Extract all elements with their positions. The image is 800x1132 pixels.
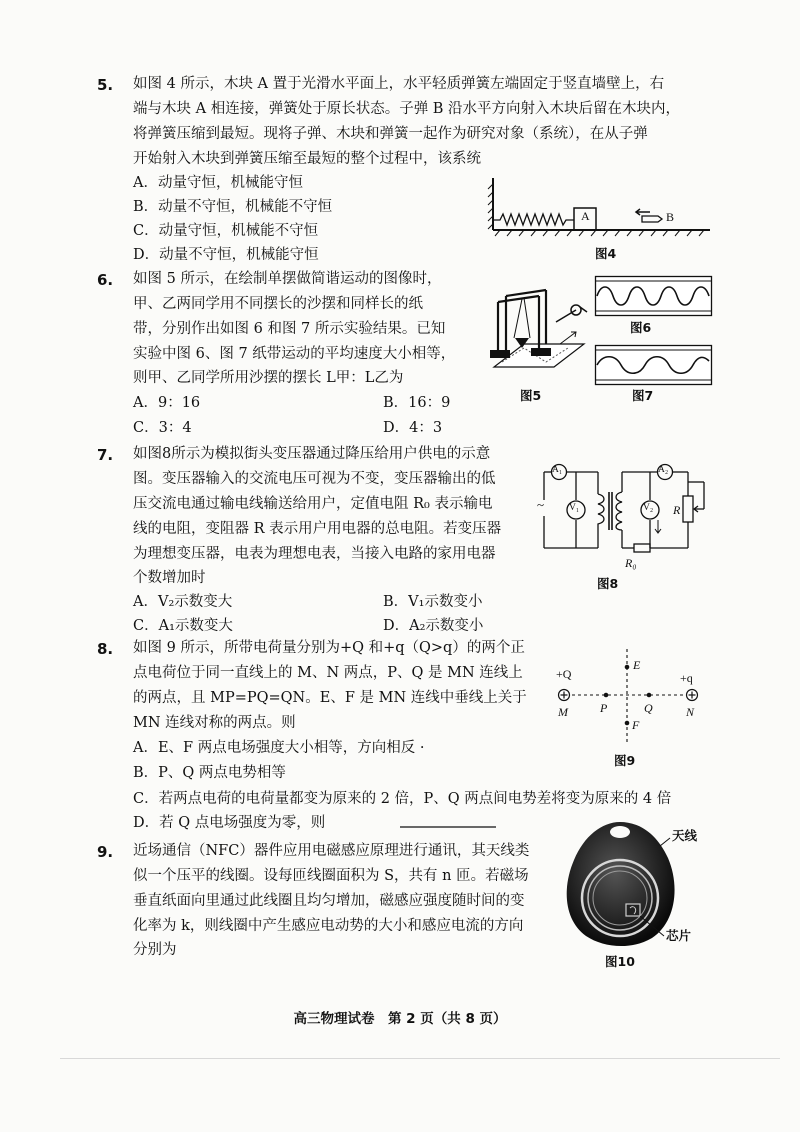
q9-number: 9. xyxy=(97,843,114,861)
point-F-label: F xyxy=(632,718,640,732)
q7-option-a: A．V₂示数变大 xyxy=(133,594,233,610)
figure-6-caption: 图6 xyxy=(630,320,652,335)
q8-text-line: MN 连线对称的两点。则 xyxy=(133,715,296,731)
page-footer: 高三物理试卷 第 2 页（共 8 页） xyxy=(293,1011,507,1027)
ammeter-a1-label: A₁ xyxy=(552,465,563,475)
voltmeter-v1-label: V₁ xyxy=(569,503,580,513)
charge-plus-Q-label: +Q xyxy=(556,667,572,681)
figure-6-tape-trace xyxy=(595,276,712,316)
q5-option-c: C．动量守恒，机械能不守恒 xyxy=(133,223,319,239)
q8-text-line: 如图 9 所示，所带电荷量分别为+Q 和+q（Q>q）的两个正 xyxy=(133,640,525,656)
q6-number: 6. xyxy=(97,271,114,289)
q5-number: 5. xyxy=(97,76,114,94)
q7-text-line: 个数增加时 xyxy=(133,570,206,586)
figure-9-point-charges xyxy=(552,643,702,748)
q8-option-c: C．若两点电荷的电荷量都变为原来的 2 倍，P、Q 两点间电势差将变为原来的 4 倍 xyxy=(133,791,672,807)
q6-option-a: A．9：16 xyxy=(133,395,201,411)
figure-7-caption: 图7 xyxy=(632,388,654,403)
q9-text-line: 分别为 xyxy=(133,942,177,958)
q6-option-d: D．4：3 xyxy=(383,420,443,436)
q5-option-a: A．动量守恒，机械能守恒 xyxy=(133,175,303,191)
q8-number: 8. xyxy=(97,640,114,658)
figure-7-tape-trace xyxy=(595,345,712,385)
q6-text-line: 如图 5 所示，在绘制单摆做简谐运动的图像时， xyxy=(133,271,442,287)
q6-option-c: C．3：4 xyxy=(133,420,192,436)
q7-option-d: D．A₂示数变小 xyxy=(383,618,484,634)
q5-text-line: 端与木块 A 相连接，弹簧处于原长状态。子弹 B 沿水平方向射入木块后留在木块内， xyxy=(133,101,681,117)
bottom-divider xyxy=(60,1058,780,1059)
point-P-label: P xyxy=(600,701,608,715)
antenna-label: 天线 xyxy=(672,828,698,843)
q5-option-b: B．动量不守恒，机械能不守恒 xyxy=(133,199,333,215)
figure-4-caption: 图4 xyxy=(595,246,617,261)
figure-8-caption: 图8 xyxy=(597,576,619,591)
q9-text-line: 似一个压平的线圈。设每匝线圈面积为 S，共有 n 匝。若磁场 xyxy=(133,868,529,884)
q5-text-line: 开始射入木块到弹簧压缩至最短的整个过程中，该系统 xyxy=(133,151,481,167)
chip-label: 芯片 xyxy=(666,928,692,943)
resistor-r0-label: R₀ xyxy=(625,556,637,570)
point-M-label: M xyxy=(558,705,568,719)
q8-option-b: B．P、Q 两点电势相等 xyxy=(133,765,286,781)
q7-option-b: B．V₁示数变小 xyxy=(383,594,483,610)
point-E-label: E xyxy=(633,658,641,672)
blank-answer-line xyxy=(400,825,500,829)
rheostat-r-label: R xyxy=(673,503,681,517)
figure-4-spring-block xyxy=(488,176,713,238)
q9-text-line: 近场通信（NFC）器件应用电磁感应原理进行通讯，其天线类 xyxy=(133,843,530,859)
ac-source-symbol: ~ xyxy=(537,497,545,512)
q8-option-d: D．若 Q 点电场强度为零，则 xyxy=(133,815,326,831)
q7-number: 7. xyxy=(97,446,114,464)
figure-9-caption: 图9 xyxy=(614,753,636,768)
q8-text-line: 的两点，且 MP=PQ=QN。E、F 是 MN 连线中垂线上关于 xyxy=(133,690,527,706)
charge-plus-q-label: +q xyxy=(680,671,693,685)
q9-text-line: 化率为 k，则线圈中产生感应电动势的大小和感应电流的方向 xyxy=(133,918,524,934)
q7-text-line: 压交流电通过输电线输送给用户，定值电阻 R₀ 表示输电 xyxy=(133,496,493,512)
block-a-label: A xyxy=(581,209,590,223)
q6-text-line: 实验中图 6、图 7 纸带运动的平均速度大小相等， xyxy=(133,346,456,362)
figure-5-sand-pendulum xyxy=(484,282,589,382)
q5-text-line: 将弹簧压缩到最短。现将子弹、木块和弹簧一起作为研究对象（系统），在从子弹 xyxy=(133,126,648,142)
figure-8-transformer-circuit xyxy=(538,458,716,560)
point-Q-label: Q xyxy=(644,701,653,715)
figure-10-nfc-tag xyxy=(560,818,680,948)
q6-text-line: 带，分别作出如图 6 和图 7 所示实验结果。已知 xyxy=(133,321,446,337)
figure-10-caption: 图10 xyxy=(605,954,635,969)
bullet-b-label: B xyxy=(666,210,675,224)
q7-text-line: 如图8所示为模拟街头变压器通过降压给用户供电的示意 xyxy=(133,446,491,462)
ammeter-a2-label: A₂ xyxy=(658,465,669,475)
q7-text-line: 线的电阻，变阻器 R 表示用户用电器的总电阻。若变压器 xyxy=(133,521,502,537)
q5-text-line: 如图 4 所示，木块 A 置于光滑水平面上，水平轻质弹簧左端固定于竖直墙壁上，右 xyxy=(133,76,665,92)
voltmeter-v2-label: V₂ xyxy=(643,503,654,513)
q7-option-c: C．A₁示数变大 xyxy=(133,618,233,634)
q9-text-line: 垂直纸面向里通过此线圈且均匀增加，磁感应强度随时间的变 xyxy=(133,893,525,909)
q7-text-line: 图。变压器输入的交流电压可视为不变，变压器输出的低 xyxy=(133,471,496,487)
point-N-label: N xyxy=(686,705,695,719)
q7-text-line: 为理想变压器，电表为理想电表，当接入电路的家用电器 xyxy=(133,546,496,562)
q8-text-line: 点电荷位于同一直线上的 M、N 两点，P、Q 是 MN 连线上 xyxy=(133,665,523,681)
q6-text-line: 则甲、乙同学所用沙摆的摆长 L甲：L乙为 xyxy=(133,370,404,386)
figure-5-caption: 图5 xyxy=(520,388,542,403)
q6-text-line: 甲、乙两同学用不同摆长的沙摆和同样长的纸 xyxy=(133,296,423,312)
q6-option-b: B．16：9 xyxy=(383,395,451,411)
q5-option-d: D．动量不守恒，机械能守恒 xyxy=(133,247,319,263)
q8-option-a: A．E、F 两点电场强度大小相等，方向相反 · xyxy=(133,740,425,756)
